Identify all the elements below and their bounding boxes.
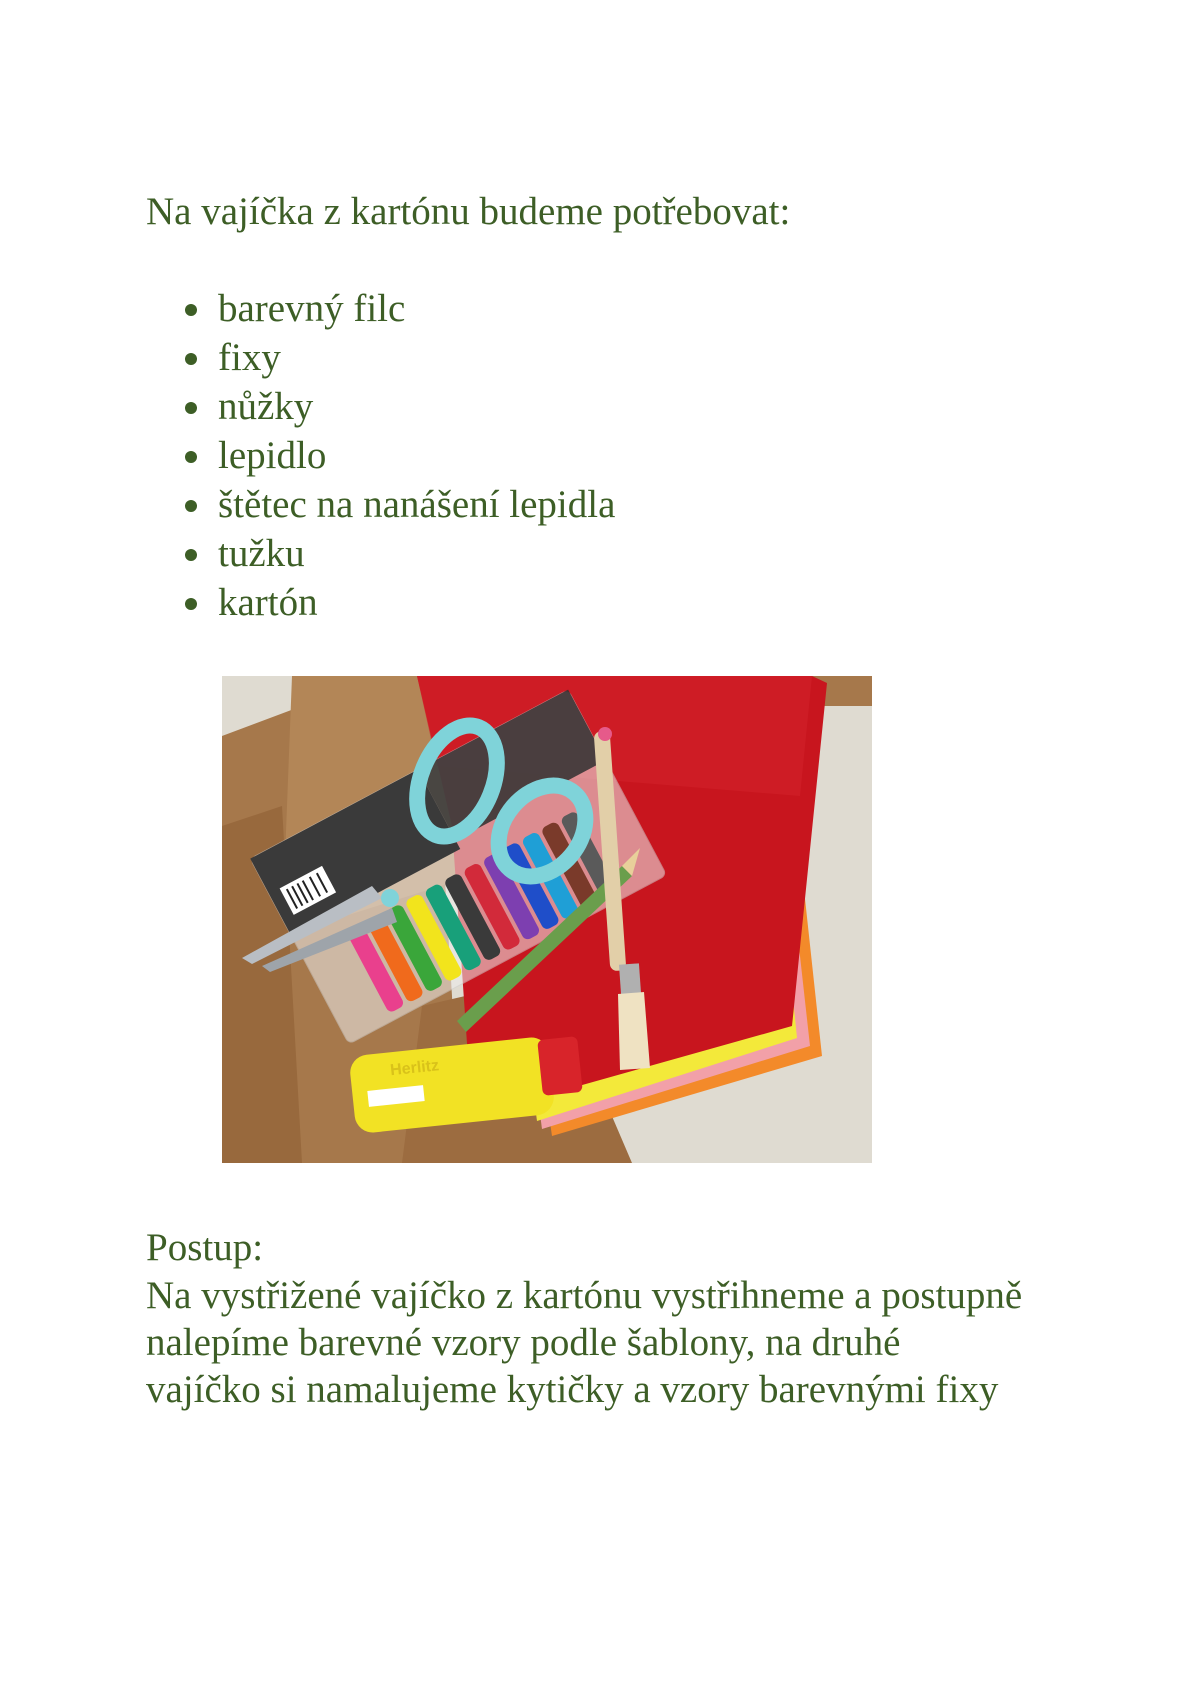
- list-item: [218, 284, 615, 333]
- list-item: [218, 382, 615, 431]
- materials-list: [218, 284, 615, 627]
- list-item: [218, 529, 615, 578]
- bullet-icon: [185, 598, 197, 610]
- bullet-icon: [185, 402, 197, 414]
- list-item-label: fixy: [218, 336, 281, 379]
- list-item-label: barevný filc: [218, 287, 406, 330]
- list-item-label: štětec na nanášení lepidla: [218, 483, 616, 526]
- list-item: [218, 578, 615, 627]
- list-item-label: tužku: [218, 532, 305, 575]
- list-item-label: kartón: [218, 581, 318, 624]
- procedure-line: vajíčko si namalujeme kytičky a vzory barevnými fixy: [146, 1368, 999, 1411]
- craft-supplies-photo: [222, 676, 872, 1163]
- glue-brand-label: Herlitz: [389, 1057, 440, 1080]
- procedure-title: Postup:: [146, 1226, 264, 1269]
- bullet-icon: [185, 451, 197, 463]
- list-item: [218, 431, 615, 480]
- bullet-icon: [185, 304, 197, 316]
- intro-heading: Na vajíčka z kartónu budeme potřebovat:: [146, 190, 791, 233]
- list-item-label: lepidlo: [218, 434, 327, 477]
- procedure-text: [146, 1272, 1076, 1413]
- list-item: [218, 333, 615, 382]
- bullet-icon: [185, 353, 197, 365]
- bullet-icon: [185, 500, 197, 512]
- list-item-label: nůžky: [218, 385, 314, 428]
- list-item: [218, 480, 615, 529]
- procedure-line: Na vystřižené vajíčko z kartónu vystřihneme a postupně: [146, 1274, 1023, 1317]
- bullet-icon: [185, 549, 197, 561]
- procedure-line: nalepíme barevné vzory podle šablony, na druhé: [146, 1321, 901, 1364]
